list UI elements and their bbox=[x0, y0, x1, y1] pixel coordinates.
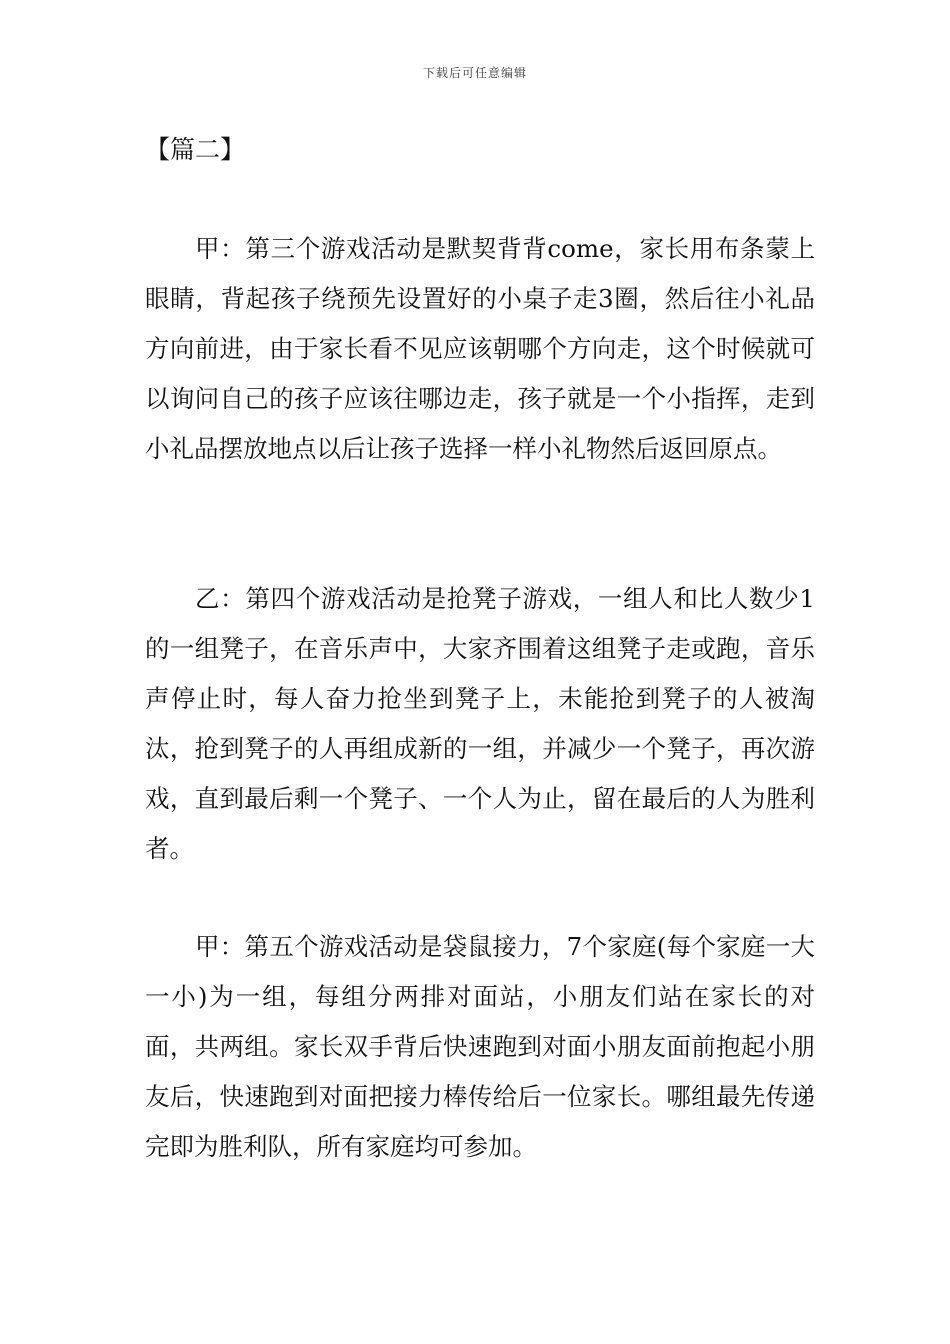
paragraph-game-three: 甲：第三个游戏活动是默契背背come，家长用布条蒙上眼睛，背起孩子绕预先设置好的小桌子走3圈，然后往小礼品方向前进，由于家长看不见应该朝哪个方向走，这个时候就可以询问自己的孩子应该往哪边走，孩子就是一个小指挥，走到小礼品摆放地点以后让孩子选择一样小礼物然后返回原点。 bbox=[145, 234, 815, 463]
paragraph-game-five: 甲：第五个游戏活动是袋鼠接力，7个家庭(每个家庭一大一小)为一组，每组分两排对面站，小朋友们站在家长的对面，共两组。家长双手背后快速跑到对面小朋友面前抱起小朋友后，快速跑到对面把接力棒传给后一位家长。哪组最先传递完即为胜利队，所有家庭均可参加。 bbox=[145, 932, 815, 1161]
section-title: 【篇二】 bbox=[145, 135, 246, 164]
page-header: 下载后可任意编辑 bbox=[422, 66, 527, 80]
paragraph-game-four: 乙：第四个游戏活动是抢凳子游戏，一组人和比人数少1的一组凳子，在音乐声中，大家齐围着这组凳子走或跑，音乐声停止时，每人奋力抢坐到凳子上，未能抢到凳子的人被淘汰，抢到凳子的人再组成新的一组，并减少一个凳子，再次游戏，直到最后剩一个凳子、一个人为止，留在最后的人为胜利者。 bbox=[145, 584, 815, 863]
